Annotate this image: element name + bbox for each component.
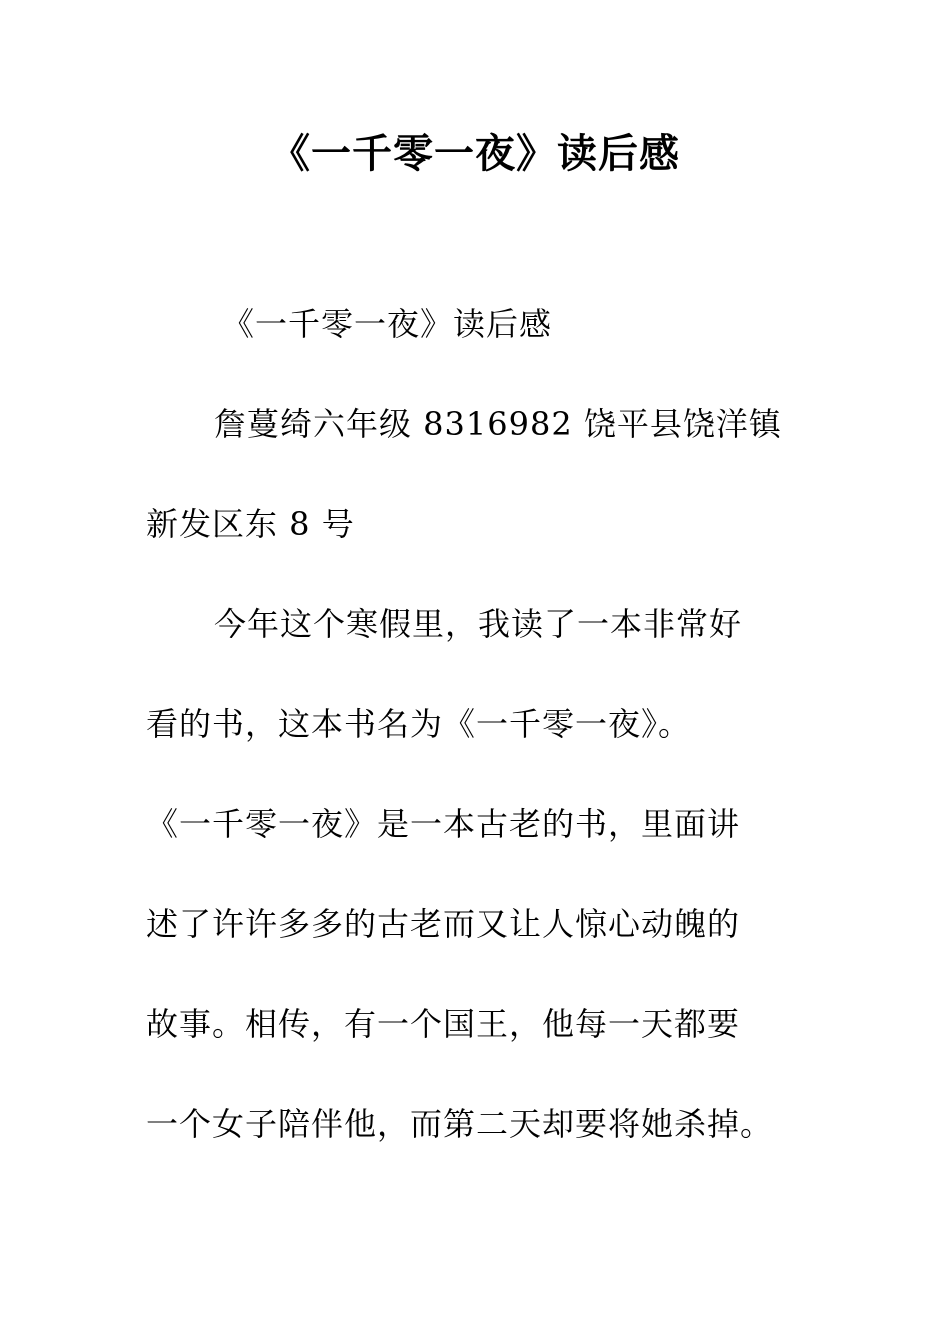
body-line-2: 詹蔓绮六年级 8316982 饶平县饶洋镇 [214,405,782,443]
body-line-6: 《一千零一夜》是一本古老的书，里面讲 [146,805,741,843]
body-line-9: 一个女子陪伴他，而第二天却要将她杀掉。 [146,1105,774,1143]
body-line-7: 述了许许多多的古老而又让人惊心动魄的 [146,905,741,943]
body-line-5: 看的书，这本书名为《一千零一夜》。 [146,705,692,743]
body-line-8: 故事。相传，有一个国王，他每一天都要 [146,1005,741,1043]
body-line-4: 今年这个寒假里，我读了一本非常好 [214,605,743,643]
body-line-1: 《一千零一夜》读后感 [222,305,553,343]
document-title: 《一千零一夜》读后感 [270,131,680,177]
body-line-3: 新发区东 8 号 [146,505,355,543]
